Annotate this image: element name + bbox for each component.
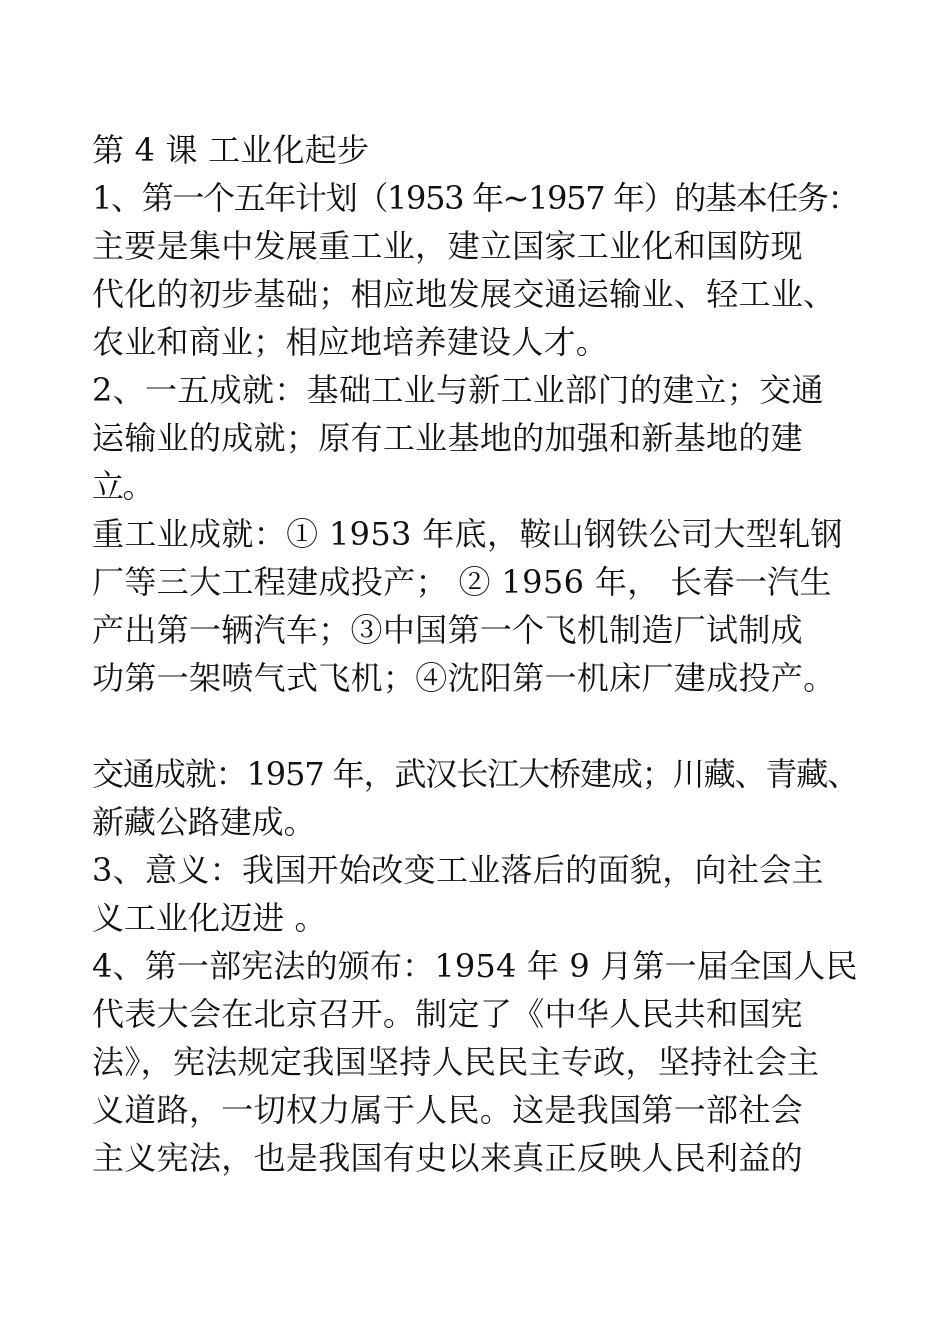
document-body: [92, 126, 862, 1182]
text-line: 主要是集中发展重工业，建立国家工业化和国防现: [92, 227, 804, 265]
text-line: 运输业的成就；原有工业基地的加强和新基地的建: [92, 419, 804, 457]
text-line: 义道路，一切权力属于人民。这是我国第一部社会: [92, 1091, 804, 1129]
text-line: 2、一五成就：基础工业与新工业部门的建立；交通: [92, 371, 824, 409]
lesson-title: 第 4 课 工业化起步: [92, 131, 370, 169]
text-line: 法》，宪法规定我国坚持人民民主专政，坚持社会主: [92, 1043, 820, 1081]
text-line: 产出第一辆汽车；③中国第一个飞机制造厂试制成: [92, 611, 804, 649]
text-line: 交通成就：1957 年，武汉长江大桥建成；川藏、青藏、: [92, 755, 859, 793]
text-line: 重工业成就：① 1953 年底，鞍山钢铁公司大型轧钢: [92, 515, 843, 553]
text-line: 新藏公路建成。: [92, 803, 316, 841]
text-line: 功第一架喷气式飞机；④沈阳第一机床厂建成投产。: [92, 659, 836, 697]
blank-line: [92, 702, 862, 750]
text-line: 代表大会在北京召开。制定了《中华人民共和国宪: [92, 995, 804, 1033]
text-line: 代化的初步基础；相应地发展交通运输业、轻工业、: [92, 275, 836, 313]
text-line: 义工业化迈进 。: [92, 899, 327, 937]
text-line: 立。: [92, 467, 154, 505]
text-line: 3、意义：我国开始改变工业落后的面貌，向社会主: [92, 851, 824, 889]
text-line: 4、第一部宪法的颁布：1954 年 9 月第一届全国人民: [92, 947, 858, 985]
text-line: 厂等三大工程建成投产； ② 1956 年， 长春一汽生: [92, 563, 832, 601]
text-line: 1、第一个五年计划（1953 年~1957 年）的基本任务：: [92, 179, 859, 217]
text-line: 主义宪法，也是我国有史以来真正反映人民利益的: [92, 1139, 804, 1177]
text-line: 农业和商业；相应地培养建设人才。: [92, 323, 609, 361]
